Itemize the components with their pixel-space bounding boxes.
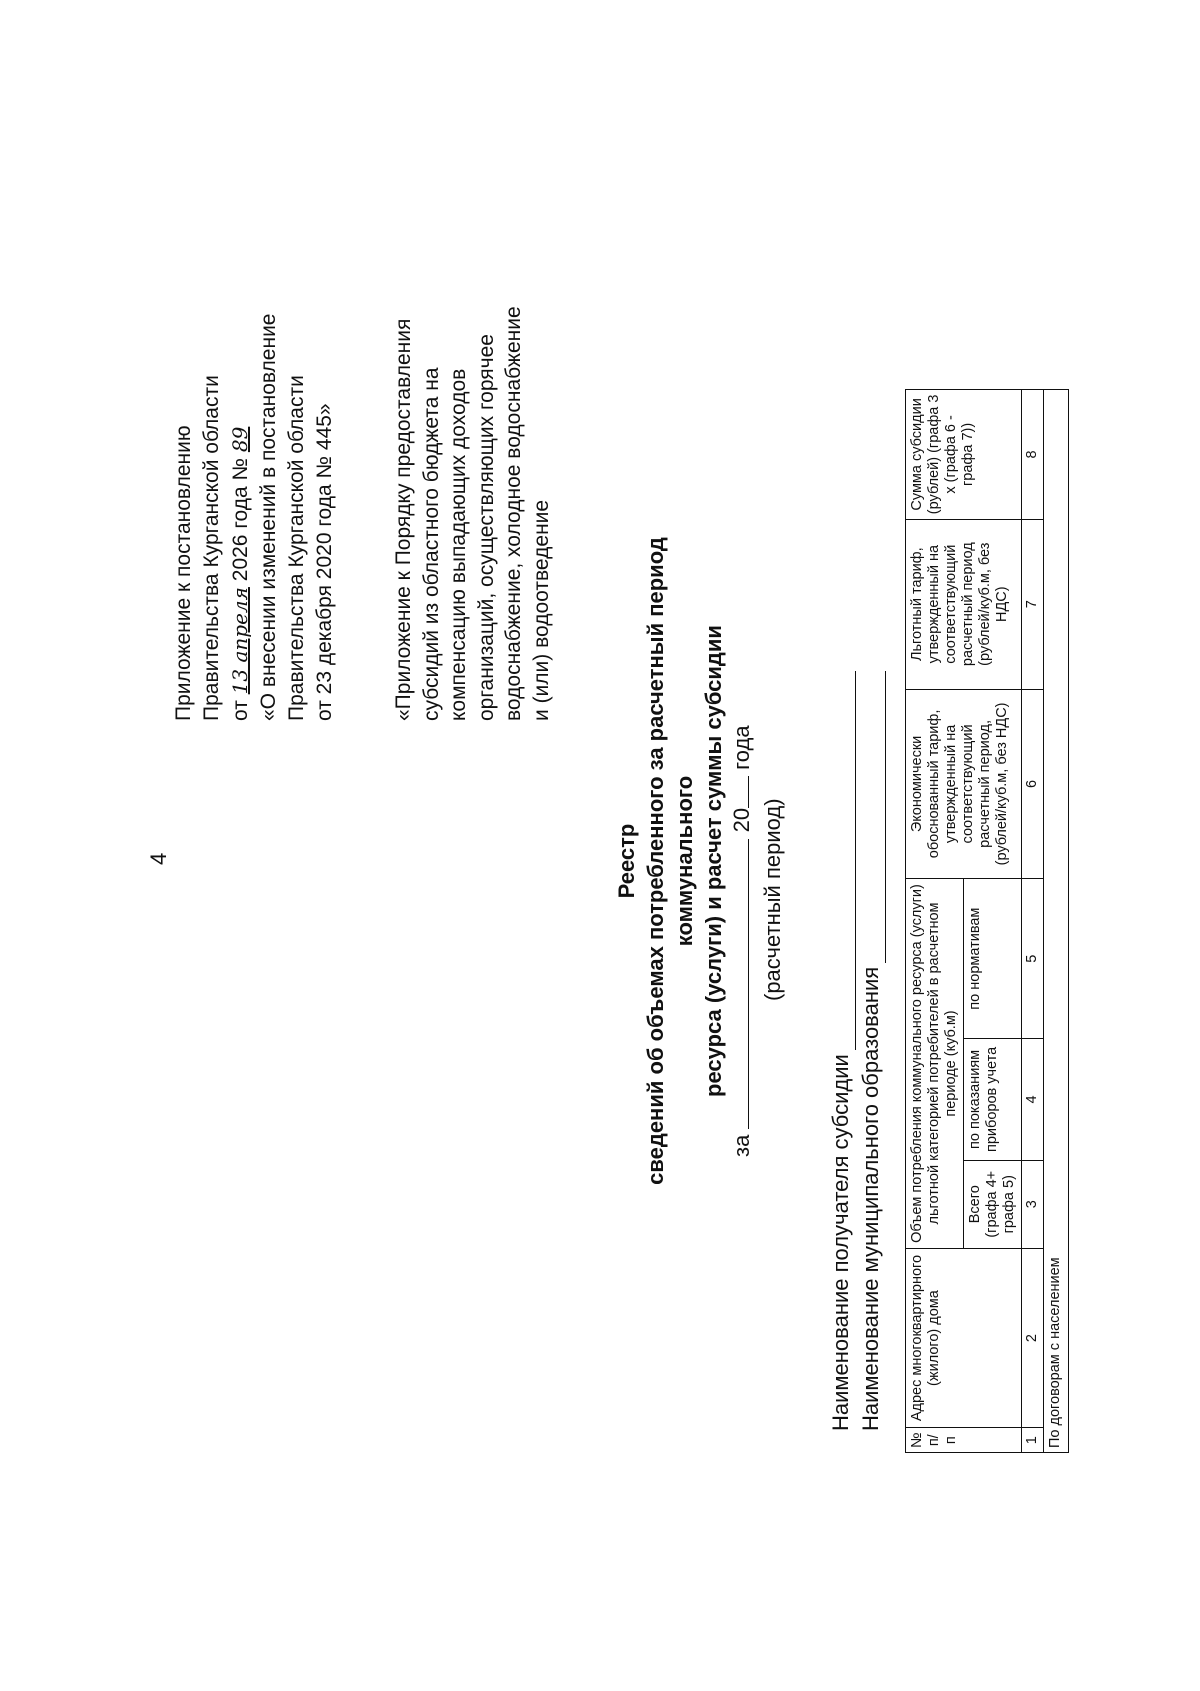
municipality-row <box>856 671 886 1431</box>
handwritten-number: 89 <box>228 426 252 453</box>
recipient-row <box>826 671 856 1431</box>
handwritten-date: 13 апреля <box>228 587 252 695</box>
appendix-line: «О внесении изменений в постановление <box>257 313 280 721</box>
title-line: сведений об объемах потребленного за расчетный период коммунального <box>643 537 697 1185</box>
header-econ-tariff: Экономически обоснованный тариф, утвержденный на соответствующий расчетный период, (рублей/куб.м, без НДС) <box>906 689 1022 879</box>
header-total: Всего (графа 4+ графа 5) <box>964 1160 1022 1248</box>
column-number-row <box>1022 390 1044 1453</box>
footer-label: По договорам с населением <box>1044 390 1069 1453</box>
appendix-line: Правительства Курганской области <box>285 375 308 721</box>
appendix-line: Правительства Курганской области <box>200 375 223 721</box>
page-number: 4 <box>146 852 171 865</box>
appendix-date-line <box>226 201 255 721</box>
column-number: 8 <box>1022 390 1044 520</box>
column-number: 4 <box>1022 1038 1044 1160</box>
municipality-label: Наименование муниципального образования <box>858 966 883 1431</box>
column-number: 2 <box>1022 1248 1044 1428</box>
header-meters: по показаниям приборов учета <box>964 1038 1022 1160</box>
appendix-block <box>170 201 339 721</box>
recipient-blank <box>833 671 856 1050</box>
header-volume: Объем потребления коммунального ресурса (услуги) льготной категорией потребителей в расчетном периоде (куб.м) <box>906 879 964 1248</box>
table-footer-row <box>1044 390 1069 1453</box>
header-pref-tariff: Льготный тариф, утвержденный на соответствующий расчетный период (рублей/куб.м, без НДС) <box>906 519 1022 689</box>
column-number: 1 <box>1022 1428 1044 1453</box>
header-address: Адрес многоквартирного (жилого) дома <box>906 1248 1022 1428</box>
title-line: Реестр <box>614 823 639 899</box>
header-norms: по нормативам <box>964 879 1022 1039</box>
order-note-block <box>390 121 555 721</box>
appendix-line: от 23 декабря 2020 года № 445» <box>313 403 336 721</box>
period-prefix: за <box>729 1134 754 1157</box>
recipient-label: Наименование получателя субсидии <box>828 1054 853 1431</box>
year-blank <box>726 776 749 808</box>
municipality-blank <box>863 671 886 963</box>
header-subsidy: Сумма субсидии (рублей) (графа 3 х (графа 6 - графа 7)) <box>906 390 1022 520</box>
column-number: 6 <box>1022 689 1044 879</box>
column-number: 7 <box>1022 519 1044 689</box>
document-title <box>612 491 728 1231</box>
header-num: № п/п <box>906 1428 1022 1453</box>
appendix-from: от <box>229 700 252 721</box>
table-header-row <box>906 390 964 1453</box>
registry-table <box>905 389 1069 1453</box>
order-note-line: водоснабжение, холодное водоснабжение <box>502 306 525 721</box>
title-line: ресурса (услуги) и расчет суммы субсидии <box>701 625 726 1097</box>
period-line <box>726 617 755 1157</box>
order-note-line: субсидий из областного бюджета на <box>419 367 443 721</box>
recipient-fields <box>826 671 886 1431</box>
order-note-line: организаций, осуществляющих горячее <box>474 334 498 721</box>
period-year-prefix: 20 <box>729 807 754 833</box>
appendix-line: Приложение к постановлению <box>172 425 195 721</box>
order-note-line: компенсацию выпадающих доходов <box>447 368 470 721</box>
period-blank <box>726 839 749 1129</box>
column-number: 3 <box>1022 1160 1044 1248</box>
order-note-line: «Приложение к Порядку предоставления <box>392 318 415 721</box>
order-note-line: и (или) водоотведение <box>529 499 553 721</box>
period-note: (расчетный период) <box>760 798 785 1001</box>
column-number: 5 <box>1022 879 1044 1039</box>
period-suffix: года <box>729 725 754 770</box>
appendix-year: 2026 года № <box>229 457 252 582</box>
